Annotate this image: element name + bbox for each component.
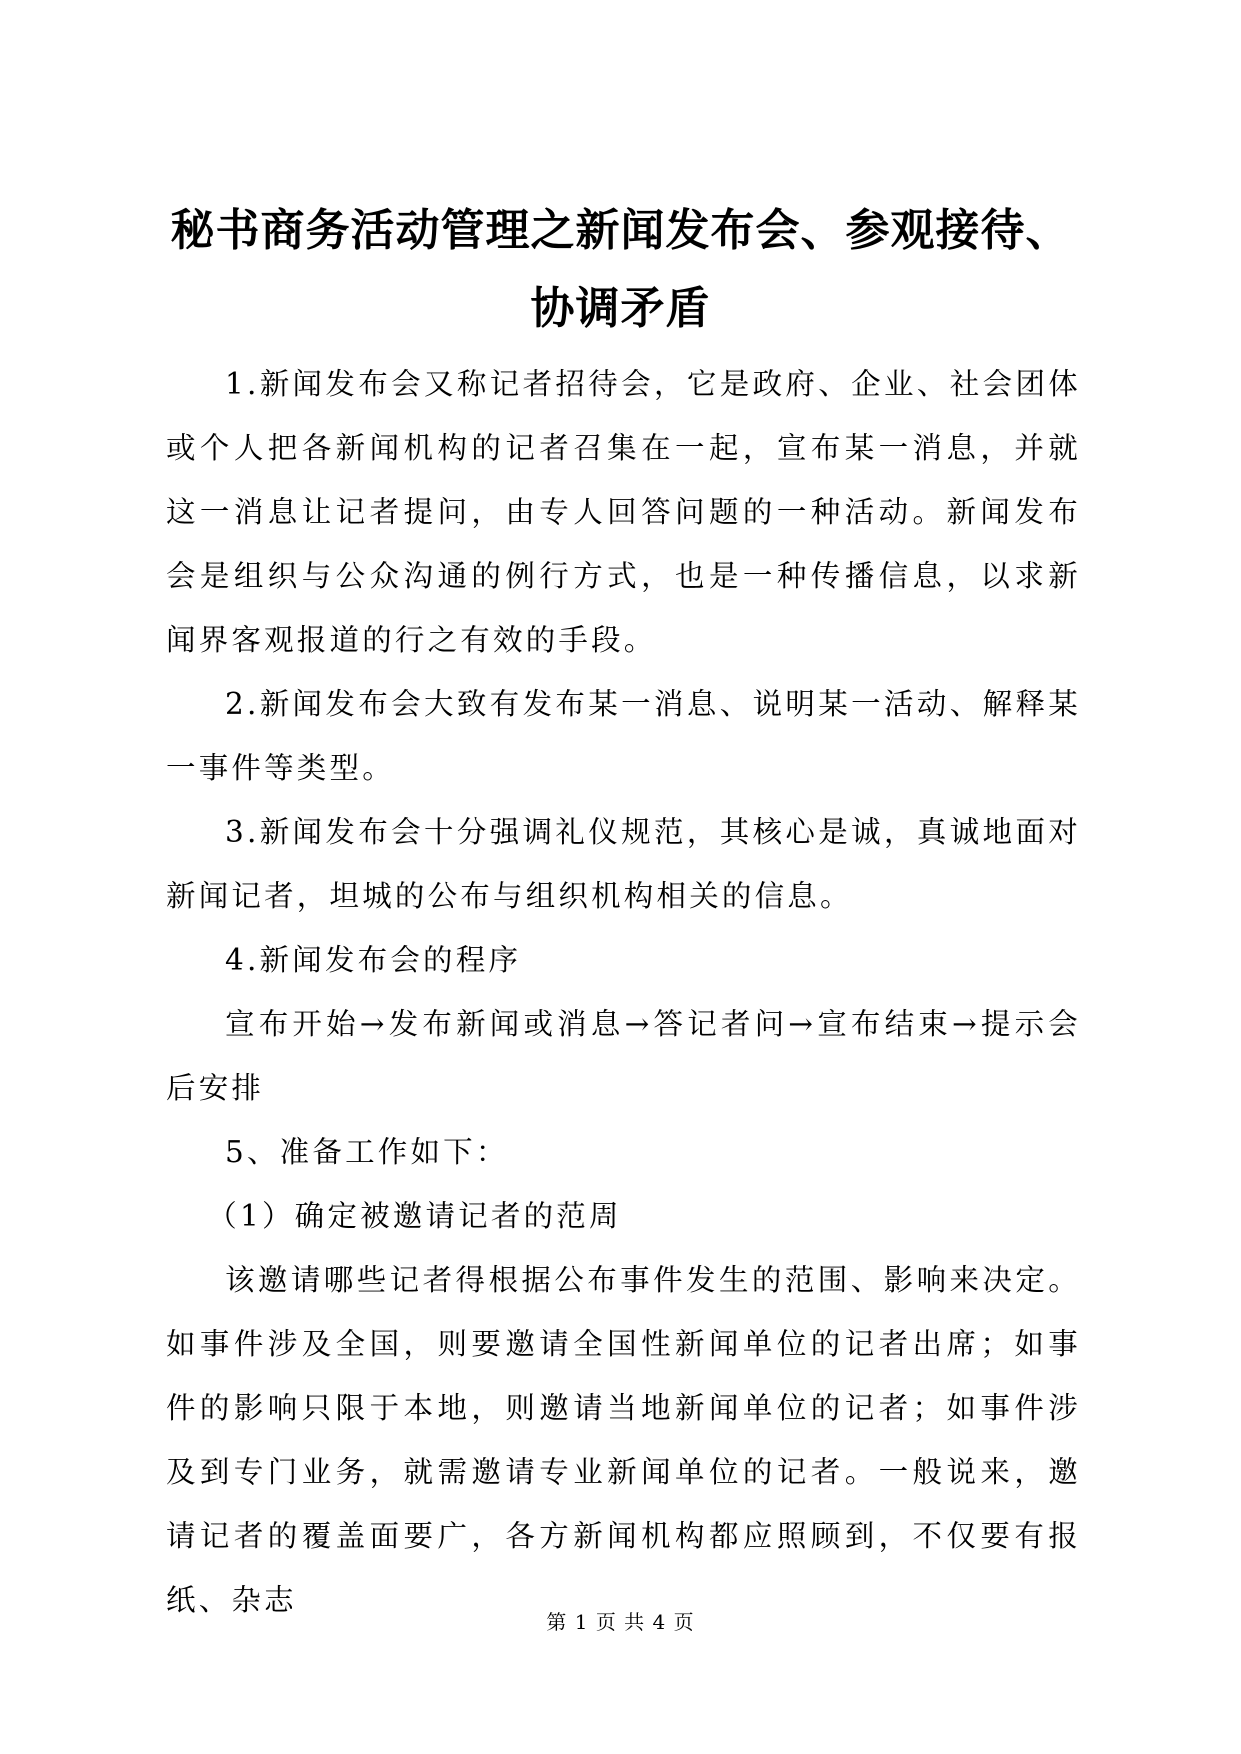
paragraph-8: 该邀请哪些记者得根据公布事件发生的范围、影响来决定。如事件涉及全国，则要邀请全国性新闻单位的记者出席；如事件的影响只限于本地，则邀请当地新闻单位的记者；如事件涉及到专门业务，就需邀请专业新闻单位的记者。一般说来，邀请记者的覆盖面要广，各方新闻机构都应照顾到，不仅要有报纸、杂志	[166, 1263, 1081, 1617]
document-title: 秘书商务活动管理之新闻发布会、参观接待、协调矛盾	[170, 205, 1071, 334]
paragraph-2: 2.新闻发布会大致有发布某一消息、说明某一活动、解释某一事件等类型。	[166, 687, 1081, 785]
paragraph-1: 1.新闻发布会又称记者招待会，它是政府、企业、社会团体或个人把各新闻机构的记者召集在一起，宣布某一消息，并就这一消息让记者提问，由专人回答问题的一种活动。新闻发布会是组织与公众沟通的例行方式，也是一种传播信息，以求新闻界客观报道的行之有效的手段。	[166, 367, 1081, 657]
paragraph-3: 3.新闻发布会十分强调礼仪规范，其核心是诚，真诚地面对新闻记者，坦城的公布与组织机构相关的信息。	[166, 815, 1081, 913]
paragraph-4: 4.新闻发布会的程序	[225, 943, 522, 977]
paragraph-6: 5、准备工作如下：	[225, 1135, 509, 1169]
document-body	[166, 352, 1081, 1632]
paragraph-7: （1）确定被邀请记者的范周	[207, 1199, 622, 1233]
page-number-footer: 第 1 页 共 4 页	[546, 1610, 695, 1634]
paragraph-5: 宣布开始→发布新闻或消息→答记者问→宣布结束→提示会后安排	[166, 1007, 1081, 1105]
